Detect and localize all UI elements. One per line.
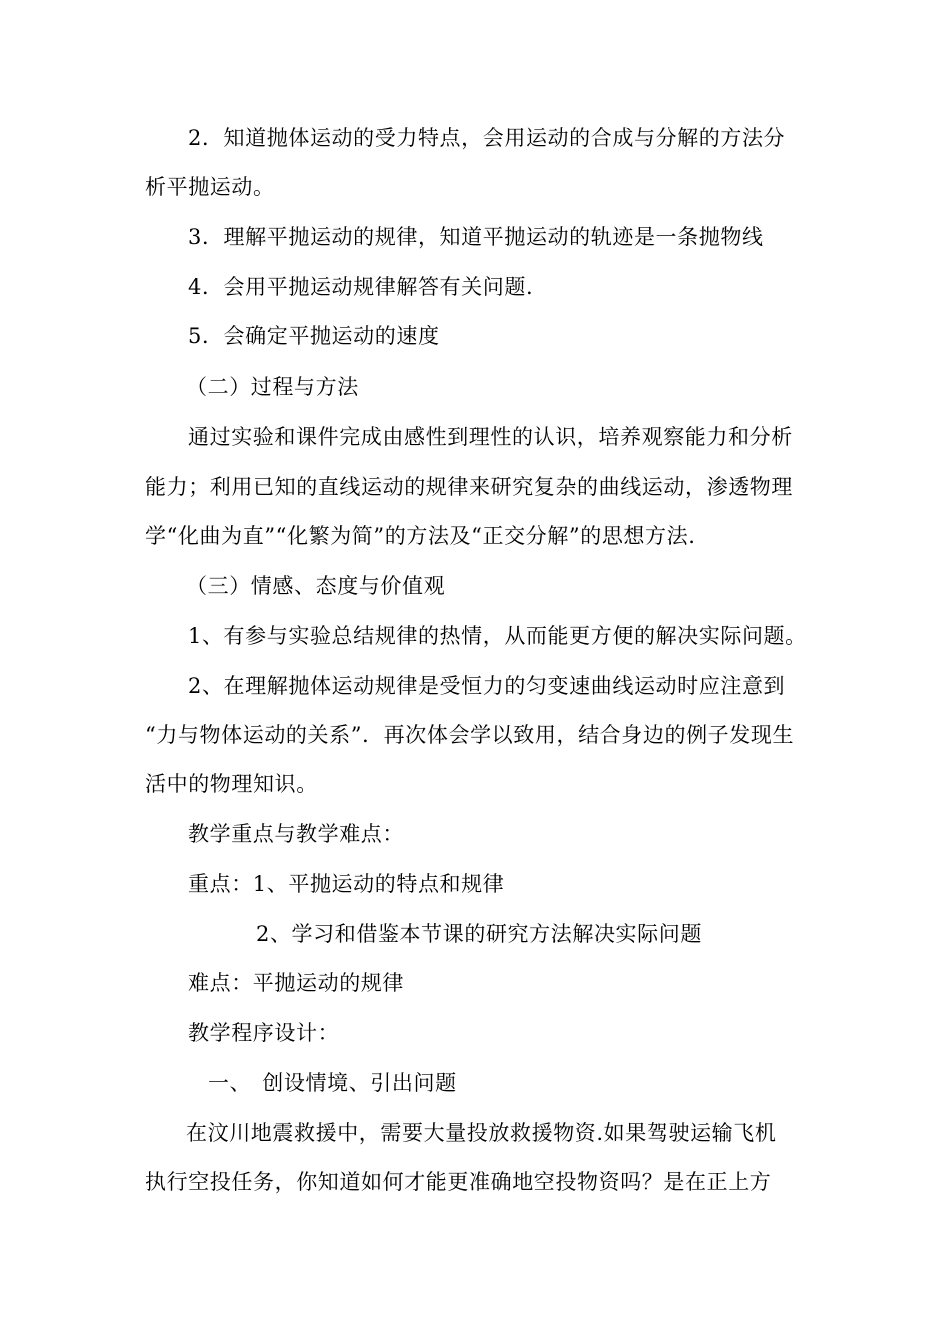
section-heading-attitude: （三）情感、态度与价值观 <box>186 574 446 598</box>
objective-line-5: 5．会确定平抛运动的速度 <box>188 324 440 348</box>
scenario-paragraph-line-1: 在汶川地震救援中，需要大量投放救援物资.如果驾驶运输飞机 <box>186 1121 777 1145</box>
procedure-heading: 教学程序设计： <box>188 1021 340 1045</box>
process-paragraph-line-3: 学“化曲为直”“化繁为简”的方法及“正交分解”的思想方法. <box>145 524 696 548</box>
procedure-step-1-heading: 一、 创设情境、引出问题 <box>208 1071 457 1095</box>
key-point-2: 2、学习和借鉴本节课的研究方法解决实际问题 <box>256 922 702 946</box>
attitude-item-2-line-3: 活中的物理知识。 <box>145 772 318 796</box>
process-paragraph-line-2: 能力；利用已知的直线运动的规律来研究复杂的曲线运动，渗透物理 <box>145 475 793 499</box>
scenario-paragraph-line-2: 执行空投任务，你知道如何才能更准确地空投物资吗？是在正上方 <box>145 1170 772 1194</box>
section-heading-process: （二）过程与方法 <box>186 375 359 399</box>
process-paragraph-line-1: 通过实验和课件完成由感性到理性的认识，培养观察能力和分析 <box>188 425 793 449</box>
attitude-item-2-line-1: 2、在理解抛体运动规律是受恒力的匀变速曲线运动时应注意到 <box>188 674 786 698</box>
attitude-item-2-line-2: “力与物体运动的关系”．再次体会学以致用，结合身边的例子发现生 <box>145 723 795 747</box>
key-point-1: 重点：1、平抛运动的特点和规律 <box>188 872 505 896</box>
key-points-heading: 教学重点与教学难点： <box>188 822 404 846</box>
difficulty-point: 难点：平抛运动的规律 <box>188 971 404 995</box>
attitude-item-1: 1、有参与实验总结规律的热情，从而能更方便的解决实际问题。 <box>188 624 807 648</box>
objective-line-3: 3．理解平抛运动的规律，知道平抛运动的轨迹是一条抛物线 <box>188 225 764 249</box>
objective-line-2: 2．知道抛体运动的受力特点，会用运动的合成与分解的方法分 <box>188 126 786 150</box>
objective-line-2-continued: 析平抛运动。 <box>145 175 275 199</box>
objective-line-4: 4．会用平抛运动规律解答有关问题. <box>188 275 534 299</box>
